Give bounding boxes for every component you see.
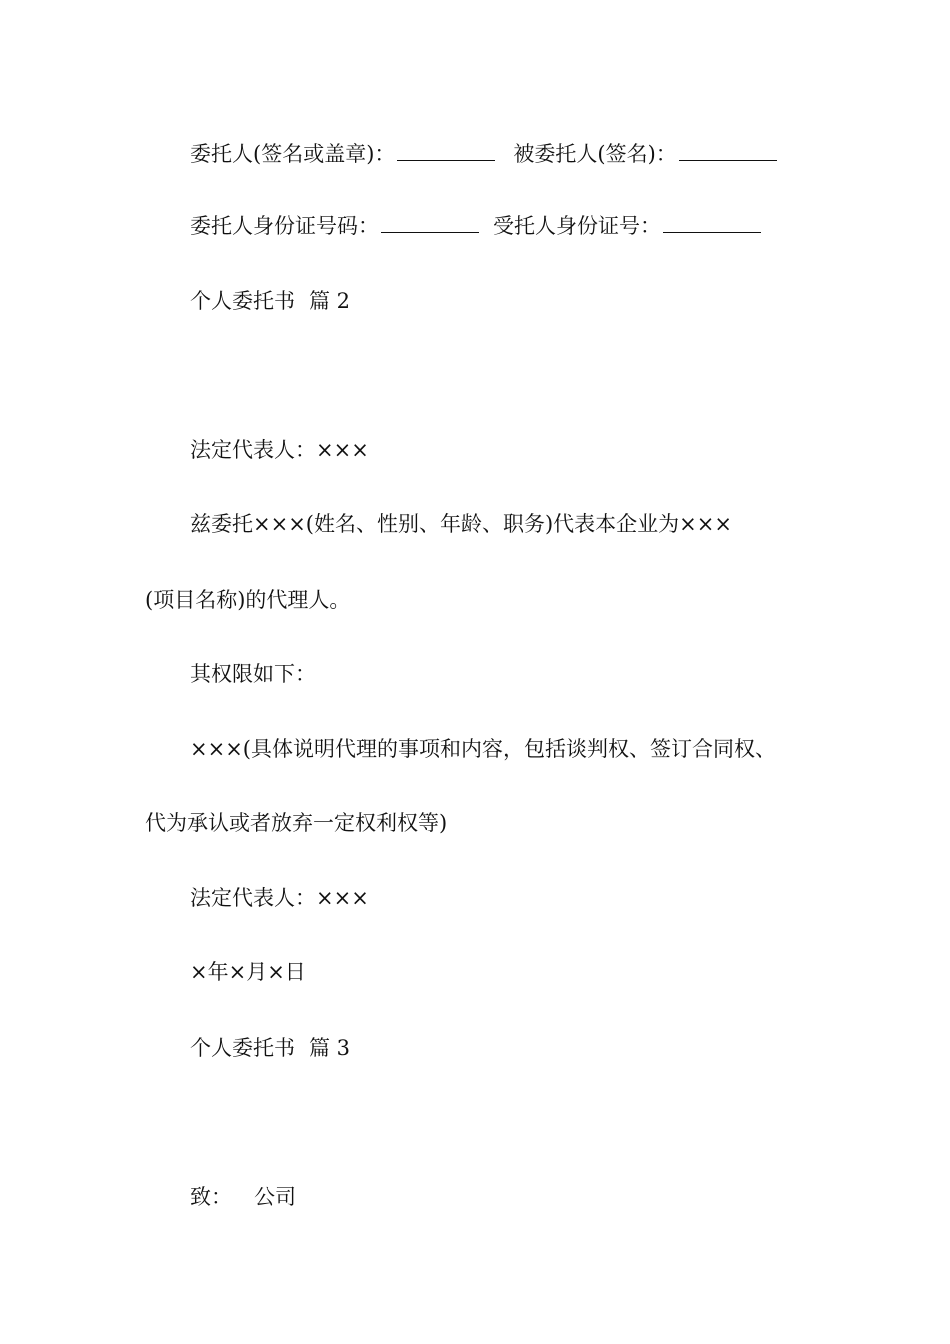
principal-signature-label: 委托人(签名或盖章)： <box>190 142 396 166</box>
agent-signature-blank <box>679 140 777 161</box>
section-2-heading <box>190 286 350 316</box>
addressee-label: 致： <box>190 1185 232 1209</box>
authorization-line-1: 兹委托×××(姓名、性别、年龄、职务)代表本企业为××× <box>190 512 732 536</box>
agent-signature-label: 被委托人(签名)： <box>513 142 677 166</box>
legal-representative-signature: 法定代表人：××× <box>190 886 369 910</box>
powers-intro: 其权限如下： <box>190 662 316 686</box>
powers-line-1: ×××(具体说明代理的事项和内容，包括谈判权、签订合同权、 <box>190 737 776 761</box>
principal-id-label: 委托人身份证号码： <box>190 214 379 238</box>
signature-line <box>190 139 781 169</box>
addressee-company: 公司 <box>254 1185 296 1209</box>
agent-id-blank <box>663 212 761 233</box>
powers-line-2: 代为承认或者放弃一定权利权等) <box>145 811 448 835</box>
addressee-line <box>190 1182 296 1212</box>
id-number-line <box>190 211 765 241</box>
authorization-line-2: (项目名称)的代理人。 <box>145 588 351 612</box>
section-3-title: 个人委托书 <box>190 1036 295 1060</box>
section-2-number: 篇 2 <box>309 289 351 313</box>
legal-representative-line: 法定代表人：××× <box>190 438 369 462</box>
agent-id-label: 受托人身份证号： <box>493 214 661 238</box>
principal-signature-blank <box>397 140 495 161</box>
section-3-heading <box>190 1033 350 1063</box>
principal-id-blank <box>381 212 479 233</box>
date-line: ×年×月×日 <box>190 960 306 984</box>
section-3-number: 篇 3 <box>309 1036 351 1060</box>
section-2-title: 个人委托书 <box>190 289 295 313</box>
